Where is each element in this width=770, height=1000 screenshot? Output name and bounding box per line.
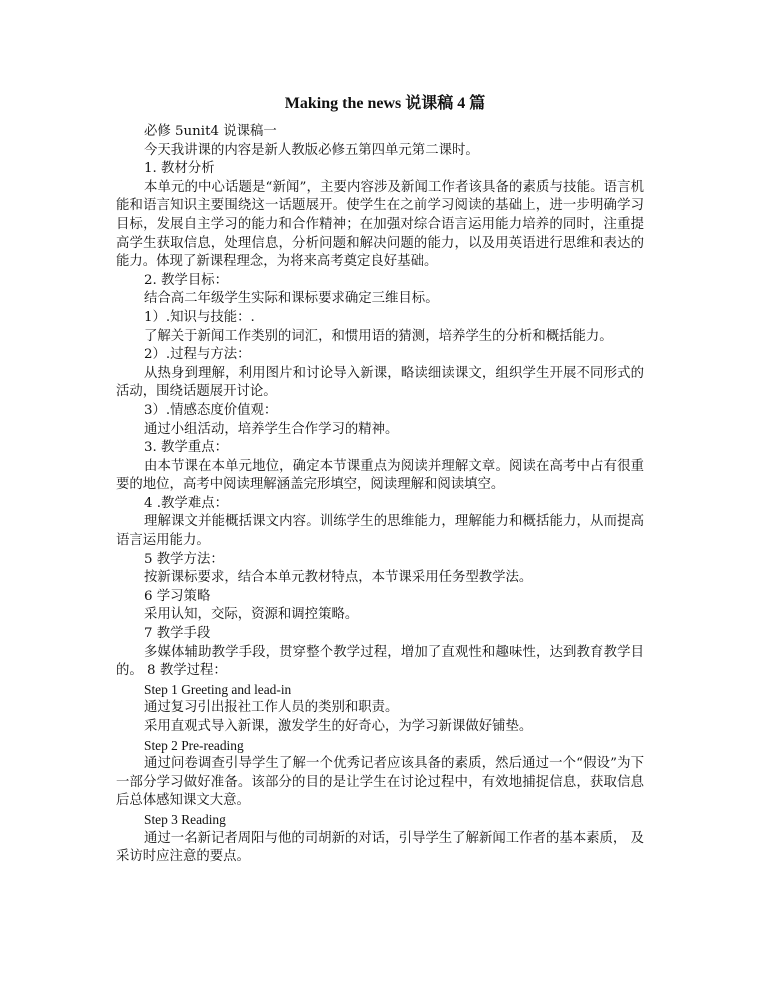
paragraph: 采用直观式导入新课，激发学生的好奇心，为学习新课做好铺垫。 [144, 719, 533, 734]
paragraph: 多媒体辅助教学手段，贯穿整个教学过程，增加了直观性和趣味性，达到教育教学目的。 8 教学过程： [116, 644, 644, 679]
subsection-heading: 2）.过程与方法： [144, 347, 251, 363]
paragraph: 从热身到理解，利用图片和讨论导入新课，略读细读课文，组织学生开展不同形式的活动，围绕话题展开讨论。 [116, 365, 644, 400]
section-heading-6: 6 学习策略 [144, 588, 211, 604]
subsection-heading: 3）.情感态度价值观： [144, 402, 278, 418]
paragraph: 了解关于新闻工作类别的词汇，和惯用语的猜测，培养学生的分析和概括能力。 [144, 328, 613, 344]
paragraph: 由本节课在本单元地位，确定本节课重点为阅读并理解文章。阅读在高考中占有很重要的地位，高考中阅读理解涵盖完形填空，阅读理解和阅读填空。 [116, 458, 644, 493]
paragraph: 通过复习引出报社工作人员的类别和职责。 [144, 700, 399, 716]
section-heading-3: 3. 教学重点： [144, 440, 228, 456]
section-heading-7: 7 教学手段 [144, 626, 211, 642]
section-heading-2: 2. 教学目标： [144, 272, 228, 288]
paragraph: 通过问卷调查引导学生了解一个优秀记者应该具备的素质，然后通过一个“假设”为下一部分学习做好准备。该部分的目的是让学生在讨论过程中，有效地捕捉信息，获取信息后总体感知课文大意。 [116, 756, 644, 809]
document-title: Making the news 说课稿 4 篇 [284, 95, 486, 112]
step-heading-2: Step 2 Pre-reading [144, 737, 244, 753]
section-heading-4: 4 .教学难点： [144, 495, 228, 511]
paragraph-intro: 今天我讲课的内容是新人教版必修五第四单元第二课时。 [144, 142, 479, 158]
paragraph: 本单元的中心话题是“新闻”，主要内容涉及新闻工作者该具备的素质与技能。语言机能和语言知识主要围绕这一话题展开。使学生在之前学习阅读的基础上，进一步明确学习目标，发展自主学习的能力和合作精神；在加强对综合语言运用能力培养的同时，注重提高学生获取信息，处理信息，分析问题和解决问题的能力，以及用英语进行思维和表达的能力。体现了新课程理念，为将来高考奠定良好基础。 [116, 179, 644, 270]
paragraph: 结合高二年级学生实际和课标要求确定三维目标。 [144, 291, 439, 307]
paragraph: 理解课文并能概括课文内容。训练学生的思维能力，理解能力和概括能力，从而提高语言运用能力。 [116, 514, 644, 549]
paragraph: 采用认知，交际，资源和调控策略。 [144, 607, 359, 623]
step-heading-1: Step 1 Greeting and lead-in [144, 681, 292, 697]
paragraph: 通过一名新记者周阳与他的司胡新的对话，引导学生了解新闻工作者的基本素质， 及采访时应注意的要点。 [116, 830, 644, 865]
section-heading-1: 1. 教材分析 [144, 161, 215, 177]
paragraph: 按新课标要求，结合本单元教材特点，本节课采用任务型教学法。 [144, 570, 533, 586]
step-heading-3: Step 3 Reading [144, 811, 226, 827]
section-heading-5: 5 教学方法： [144, 551, 224, 567]
document-body [116, 123, 644, 867]
paragraph: 通过小组活动，培养学生合作学习的精神。 [144, 421, 399, 437]
paragraph-subtitle: 必修 5unit4 说课稿一 [144, 124, 277, 139]
subsection-heading: 1）.知识与技能：. [144, 309, 255, 325]
